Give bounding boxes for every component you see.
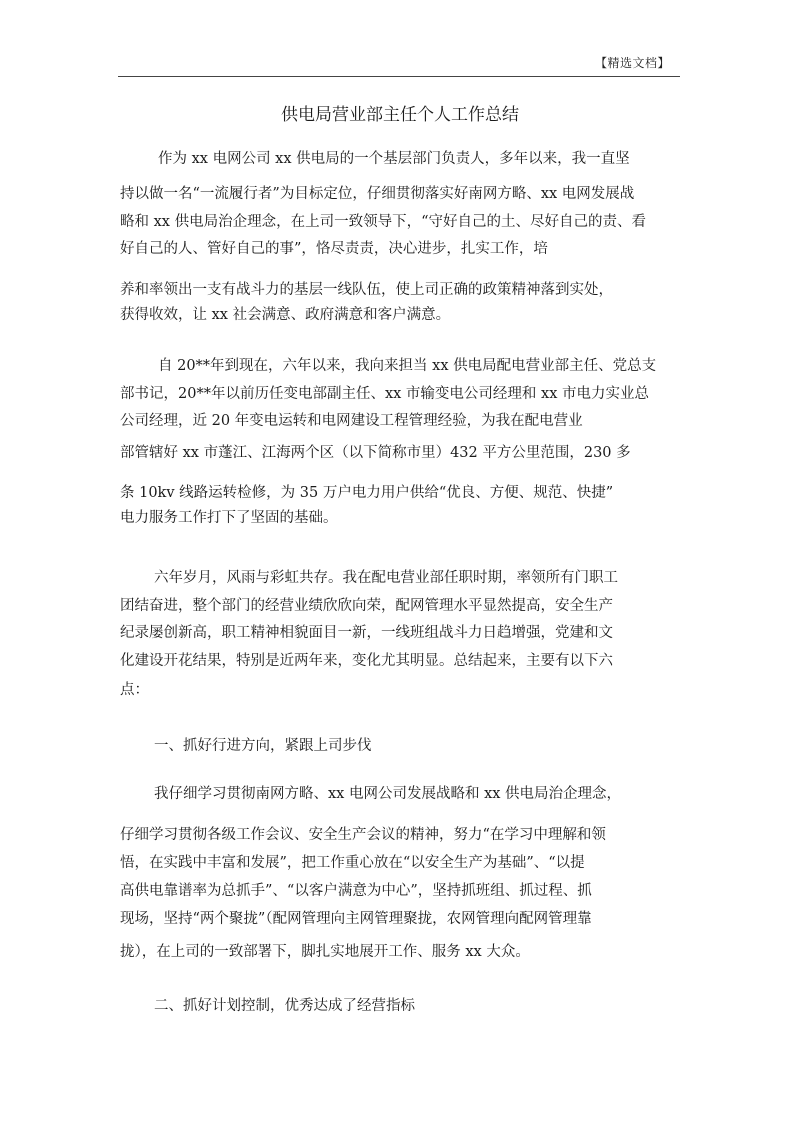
header-tag: 【精选文档】: [594, 56, 670, 70]
paragraph-line: 持以做一名“一流履行者”为目标定位，仔细贯彻落实好南网方略、xx 电网发展战: [120, 186, 635, 202]
paragraph-line: 获得收效，让 xx 社会满意、政府满意和客户满意。: [120, 307, 451, 323]
paragraph-line: 电力服务工作打下了坚固的基础。: [120, 510, 338, 526]
document-title: 供电局营业部主任个人工作总结: [281, 105, 519, 125]
paragraph-line: 点：: [120, 682, 149, 698]
paragraph-line: 六年岁月，风雨与彩虹共存。我在配电营业部任职时期，率领所有门职工: [154, 570, 618, 586]
paragraph-line: 自 20**年到现在，六年以来，我向来担当 xx 供电局配电营业部主任、党总支: [158, 358, 657, 374]
paragraph-line: 团结奋进，整个部门的经营业绩欣欣向荣，配网管理水平显然提高，安全生产: [120, 598, 613, 614]
paragraph-line: 略和 xx 供电局治企理念，在上司一致领导下，“守好自己的土、尽好自己的责、看: [120, 214, 646, 230]
paragraph-line: 我仔细学习贯彻南网方略、xx 电网公司发展战略和 xx 供电局治企理念，: [154, 786, 622, 802]
paragraph-line: 条 10kv 线路运转检修，为 35 万户电力用户供给“优良、方便、规范、快捷”: [120, 485, 614, 501]
paragraph-line: 公司经理，近 20 年变电运转和电网建设工程管理经验，为我在配电营业: [120, 413, 583, 429]
paragraph-line: 高供电靠谱率为总抓手”、“以客户满意为中心”，坚持抓班组、抓过程、抓: [120, 883, 592, 899]
header-divider: [118, 76, 680, 77]
paragraph-line: 养和率领出一支有战斗力的基层一线队伍，使上司正确的政策精神落到实处，: [120, 282, 613, 298]
section-heading: 二、抓好计划控制，优秀达成了经营指标: [154, 998, 415, 1014]
paragraph-line: 现场，坚持“两个聚拢”（配网管理向主网管理聚拢，农网管理向配网管理靠: [120, 911, 592, 927]
paragraph-line: 拢），在上司的一致部署下，脚扎实地展开工作、服务 xx 大众。: [120, 944, 530, 960]
section-heading: 一、抓好行进方向，紧跟上司步伐: [154, 738, 372, 754]
paragraph-line: 纪录屡创新高，职工精神相貌面目一新，一线班组战斗力日趋增强，党建和文: [120, 625, 613, 641]
paragraph-line: 悟，在实践中丰富和发展”，把工作重心放在“以安全生产为基础”、“以提: [120, 855, 585, 871]
paragraph-line: 化建设开花结果，特别是近两年来，变化尤其明显。总结起来，主要有以下六: [120, 653, 613, 669]
paragraph-line: 部管辖好 xx 市蓬江、江海两个区（以下简称市里）432 平方公里范围，230 多: [120, 445, 631, 461]
paragraph-line: 部书记，20**年以前历任变电部副主任、xx 市输变电公司经理和 xx 市电力实业总: [120, 386, 649, 402]
paragraph-line: 作为 xx 电网公司 xx 供电局的一个基层部门负责人，多年以来，我一直坚: [158, 151, 630, 167]
paragraph-line: 仔细学习贯彻各级工作会议、安全生产会议的精神，努力“在学习中理解和领: [120, 827, 606, 843]
paragraph-line: 好自己的人、管好自己的事”，恪尽责责，决心进步，扎实工作，培: [120, 241, 548, 257]
